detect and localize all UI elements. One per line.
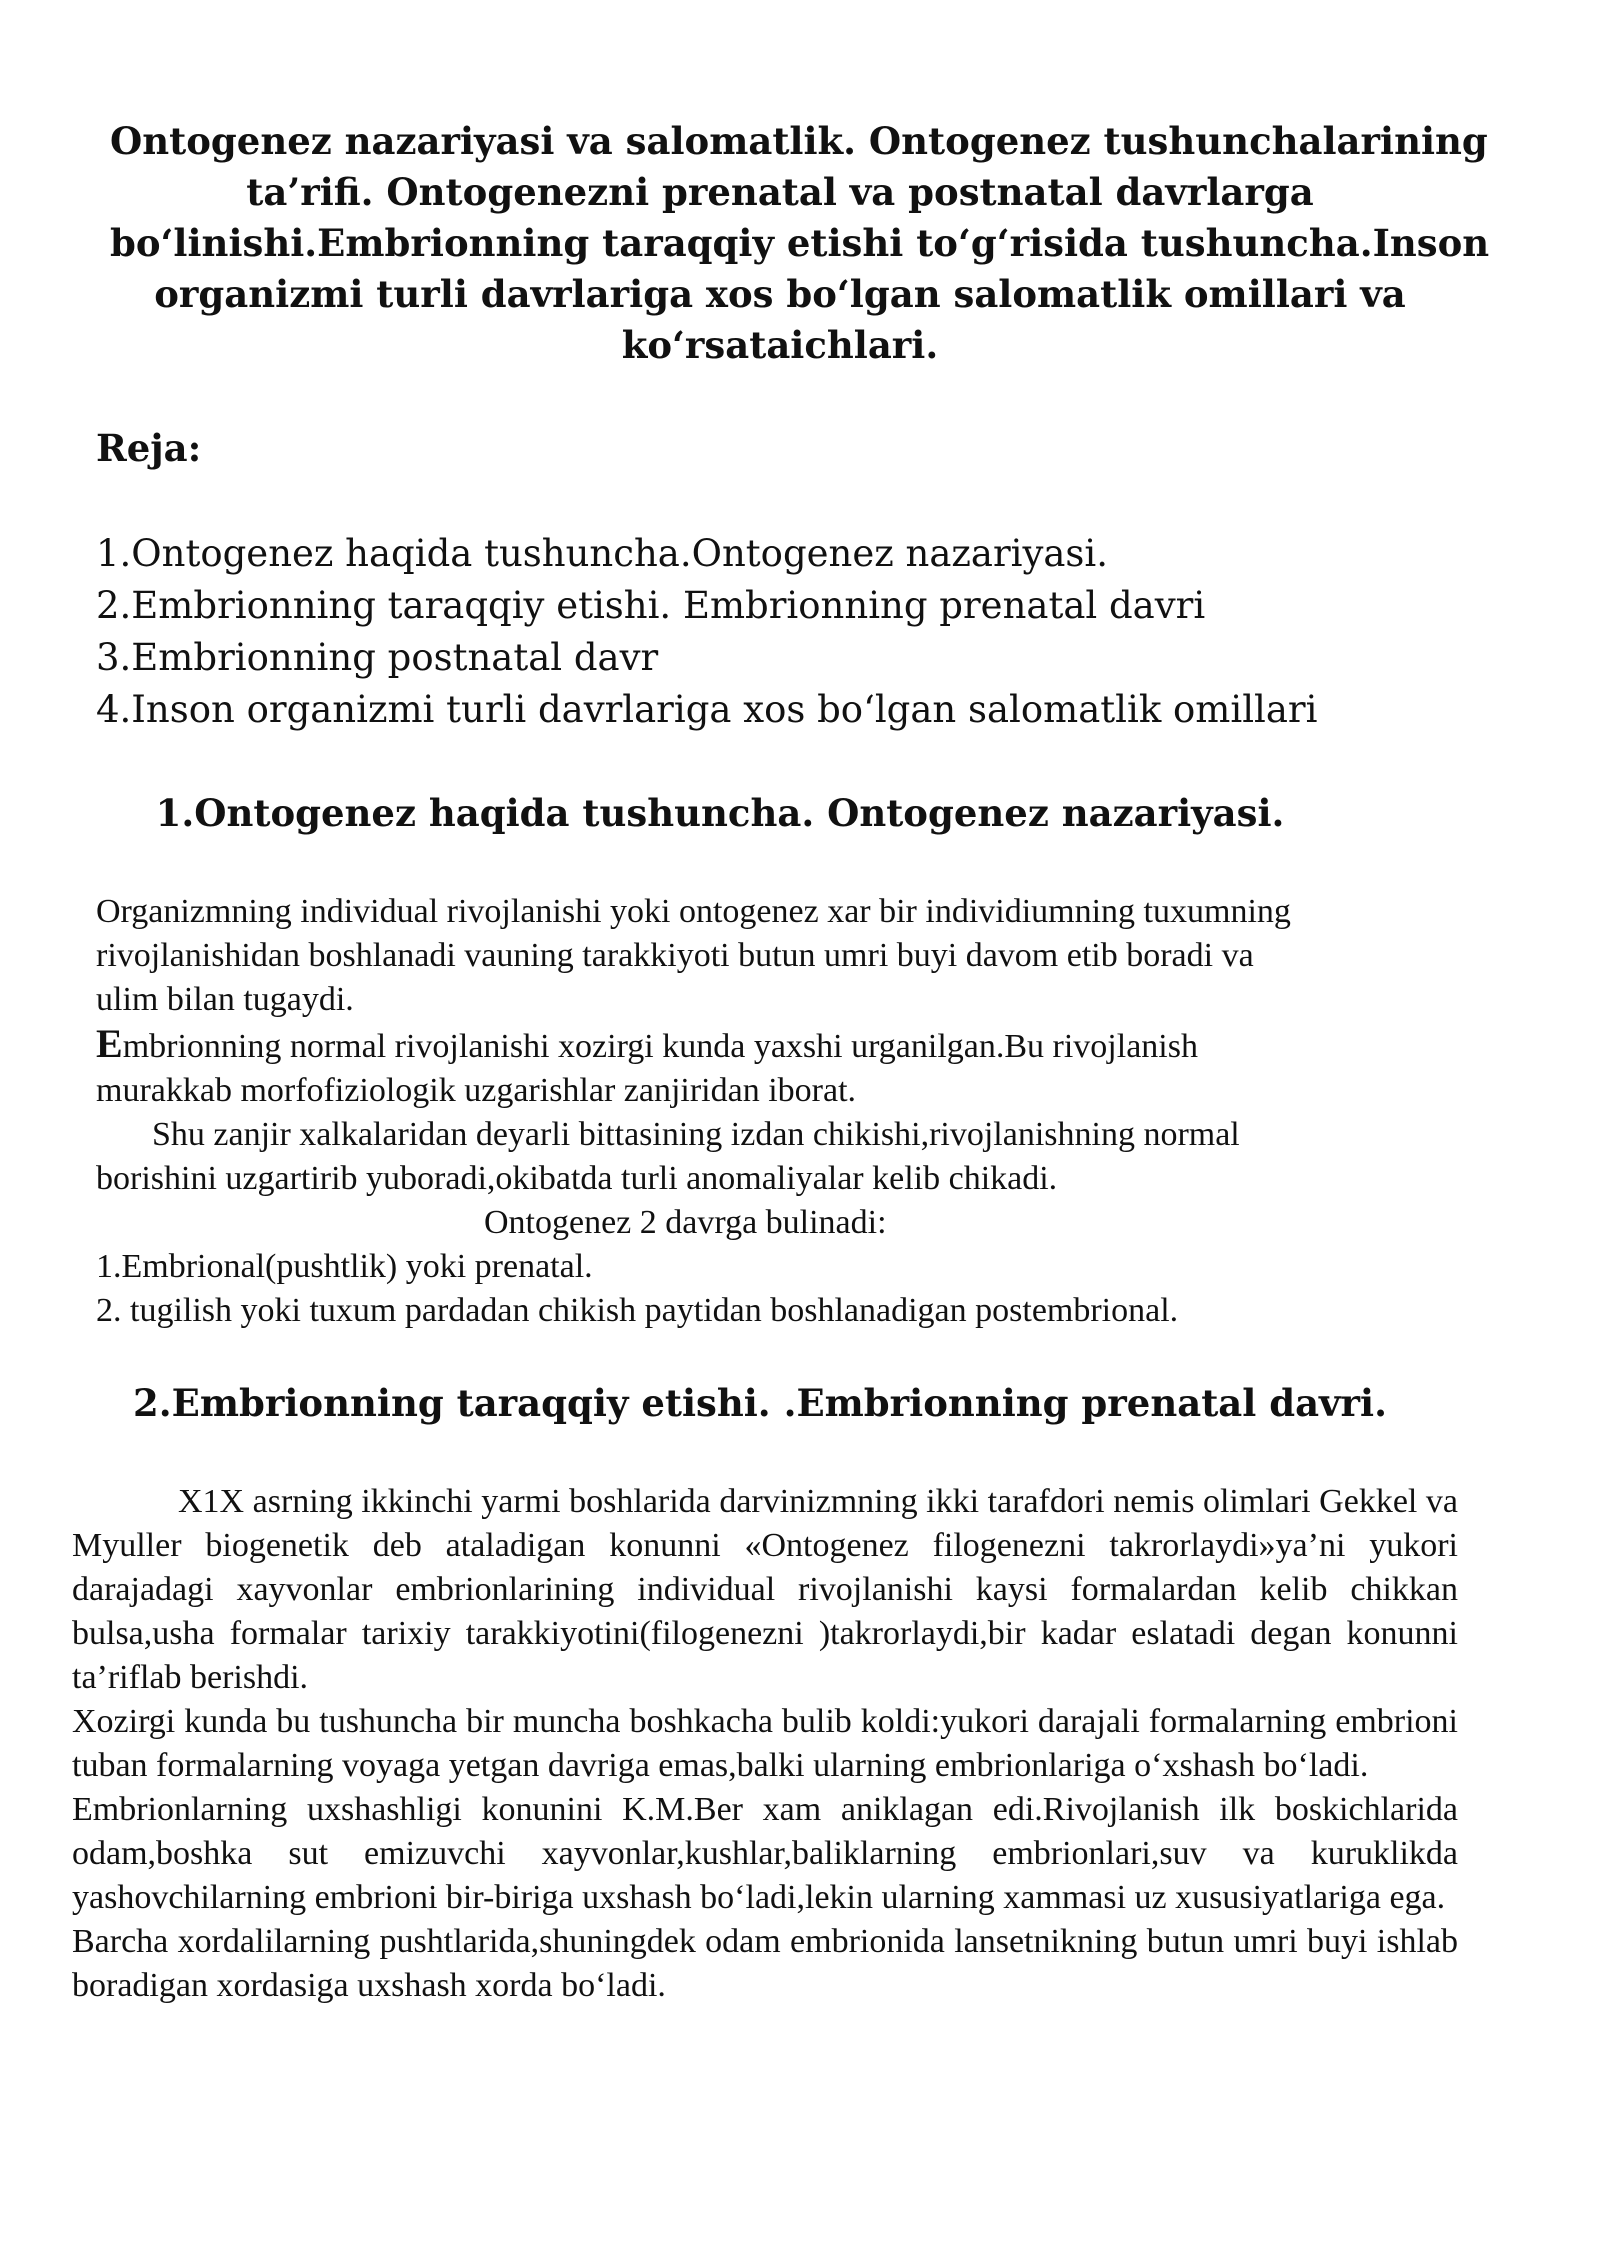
document-title <box>110 116 1490 371</box>
title-line: Ontogenez nazariyasi va salomatlik. Ontogenez tushunchalarining <box>110 119 1488 163</box>
plan-list <box>96 528 1317 736</box>
paragraph-line: Shu zanjir xalkalaridan deyarli bittasining izdan chikishi,rivojlanishning normal <box>152 1116 1240 1153</box>
title-line: organizmi turli davrlariga xos bo‘lgan salomatlik omillari va <box>154 272 1406 316</box>
paragraph: X1X asrning ikkinchi yarmi boshlarida darvinizmning ikki tarafdori nemis olimlari Gekkel va Myuller biogenetik deb ataladigan konunni «Ontogenez filogenezni takrorlaydi»ya’ni yukori darajadagi xayvonlar embrionlarining individual rivojlanishi kaysi formalardan kelib chikkan bulsa,usha formalar tarixiy tarakkiyotini(filogenezni )takrorlaydi,bir kadar eslatadi degan konunni ta’riflab berishdi. <box>72 1483 1458 1696</box>
plan-item: 2.Embrionning taraqqiy etishi. Embrionning prenatal davri <box>96 584 1206 627</box>
plan-item: 3.Embrionning postnatal davr <box>96 636 659 679</box>
section2-heading: 2.Embrionning taraqqiy etishi. .Embrionning prenatal davri. <box>133 1381 1387 1425</box>
plan-item: 1.Ontogenez haqida tushuncha.Ontogenez nazariyasi. <box>96 532 1109 575</box>
paragraph-line: ulim bilan tugaydi. <box>96 981 354 1018</box>
title-line: bo‘linishi.Embrionning taraqqiy etishi to‘g‘risida tushuncha.Inson <box>110 221 1490 265</box>
plan-heading: Reja: <box>96 426 202 470</box>
period-item: 1.Embrional(pushtlik) yoki prenatal. <box>96 1248 593 1285</box>
section2-body <box>72 1480 1458 2008</box>
section1-heading: 1.Ontogenez haqida tushuncha. Ontogenez nazariyasi. <box>155 791 1285 835</box>
paragraph: Embrionlarning uxshashligi konunini K.M.Ber xam aniklagan edi.Rivojlanish ilk boskichlarida odam,boshka sut emizuvchi xayvonlar,kushlar,baliklarning embrionlari,suv va kuruklikda yashovchilarning embrioni bir-biriga uxshash bo‘ladi,lekin ularning xammasi uz xususiyatlariga ega. <box>72 1791 1458 1916</box>
paragraph: Barcha xordalilarning pushtlarida,shuningdek odam embrionida lansetnikning butun umri buyi ishlab boradigan xordasiga uxshash xorda bo‘ladi. <box>72 1923 1458 2004</box>
paragraph-line: rivojlanishidan boshlanadi vauning tarakkiyoti butun umri buyi davom etib boradi va <box>96 937 1254 974</box>
section1-body <box>96 890 1476 1333</box>
dropcap-letter: E <box>96 1021 123 1066</box>
paragraph-line <box>96 1022 1476 1069</box>
plan-item: 4.Inson organizmi turli davrlariga xos bo‘lgan salomatlik omillari <box>96 688 1318 731</box>
paragraph-line: Organizmning individual rivojlanishi yoki ontogenez xar bir individiumning tuxumning <box>96 893 1291 930</box>
period-item: 2. tugilish yoki tuxum pardadan chikish paytidan boshlanadigan postembrional. <box>96 1292 1179 1329</box>
title-line: ko‘rsataichlari. <box>621 323 939 367</box>
periods-heading: Ontogenez 2 davrga bulinadi: <box>484 1204 887 1241</box>
paragraph-line: borishini uzgartirib yuboradi,okibatda turli anomaliyalar kelib chikadi. <box>96 1160 1058 1197</box>
paragraph: Xozirgi kunda bu tushuncha bir muncha boshkacha bulib koldi:yukori darajali formalarning embrioni tuban formalarning voyaga yetgan davriga emas,balki ularning embrionlariga o‘xshash bo‘ladi. <box>72 1703 1458 1784</box>
paragraph-text: mbrionning normal rivojlanishi xozirgi kunda yaxshi urganilgan.Bu rivojlanish <box>122 1028 1198 1065</box>
title-line: ta’rifi. Ontogenezni prenatal va postnatal davrlarga <box>246 170 1314 214</box>
paragraph-line: murakkab morfofiziologik uzgarishlar zanjiridan iborat. <box>96 1072 857 1109</box>
